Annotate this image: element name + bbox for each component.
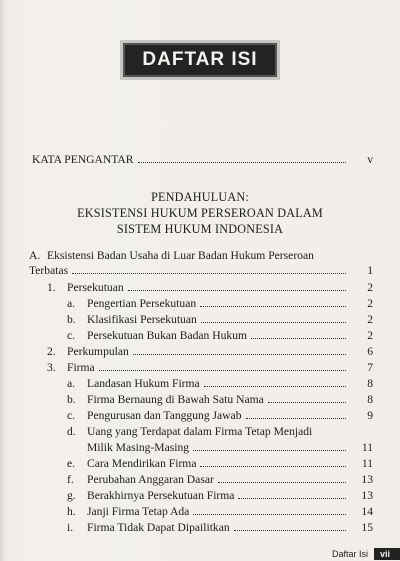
toc-entry[interactable] xyxy=(67,457,350,471)
footer-label: Daftar Isi xyxy=(331,549,368,559)
dot-leader xyxy=(200,465,346,467)
toc-label: KATA PENGANTAR xyxy=(32,153,134,166)
toc-marker: a. xyxy=(67,377,76,390)
section-marker: A. xyxy=(29,249,41,262)
dot-leader xyxy=(204,385,346,387)
toc-entry[interactable] xyxy=(67,377,350,391)
toc-label: Firma Bernaung di Bawah Satu Nama xyxy=(87,393,264,406)
toc-entry[interactable] xyxy=(47,345,350,359)
toc-entry-kata-pengantar[interactable] xyxy=(32,153,350,167)
toc-entry[interactable] xyxy=(47,281,350,295)
toc-entry-section-a[interactable] xyxy=(29,264,350,278)
toc-page-number: 13 xyxy=(361,473,373,486)
dot-leader xyxy=(193,513,346,515)
toc-marker: 3. xyxy=(47,361,56,374)
toc-label: Klasifikasi Persekutuan xyxy=(87,313,197,326)
toc-entry[interactable] xyxy=(47,361,350,375)
dot-leader xyxy=(238,497,346,499)
toc-label: Landasan Hukum Firma xyxy=(87,377,200,390)
toc-marker: g. xyxy=(67,489,76,502)
page-footer xyxy=(332,547,400,561)
dot-leader xyxy=(193,449,346,451)
toc-page-number: 2 xyxy=(367,297,373,310)
toc-entry[interactable] xyxy=(67,521,350,535)
toc-label: Perubahan Anggaran Dasar xyxy=(87,473,214,486)
toc-label: Persekutuan Bukan Badan Hukum xyxy=(87,329,248,342)
dot-leader xyxy=(133,353,346,355)
dot-leader xyxy=(128,289,346,291)
toc-entry[interactable] xyxy=(67,313,350,327)
toc-entry[interactable] xyxy=(67,489,350,503)
toc-label: Berakhirnya Persekutuan Firma xyxy=(87,489,235,502)
toc-page-number: 8 xyxy=(367,377,373,390)
toc-page-number: 2 xyxy=(367,281,373,294)
toc-label: Janji Firma Tetap Ada xyxy=(87,505,190,518)
toc-page-number: 11 xyxy=(361,457,373,470)
toc-label[interactable]: Uang yang Terdapat dalam Firma Tetap Menjadi xyxy=(87,425,313,438)
toc-marker: a. xyxy=(67,297,76,310)
title-banner xyxy=(123,43,277,77)
page-title: DAFTAR ISI xyxy=(142,49,258,70)
toc-page-number: 9 xyxy=(367,409,373,422)
toc-entry[interactable] xyxy=(67,393,350,407)
toc-marker: c. xyxy=(67,329,76,342)
toc-label: Perkumpulan xyxy=(67,345,129,358)
toc-page-number: 11 xyxy=(361,441,373,454)
dot-leader xyxy=(268,401,346,403)
toc-marker: b. xyxy=(67,393,76,406)
toc-page-number: 7 xyxy=(367,361,373,374)
dot-leader xyxy=(201,321,346,323)
toc-marker: e. xyxy=(67,457,76,470)
chapter-heading-line3: SISTEM HUKUM INDONESIA xyxy=(116,222,284,236)
dot-leader xyxy=(200,305,346,307)
toc-marker: 1. xyxy=(47,281,56,294)
toc-entry[interactable] xyxy=(67,297,350,311)
dot-leader xyxy=(99,369,346,371)
dot-leader xyxy=(138,161,346,163)
toc-label: Pengurusan dan Tanggung Jawab xyxy=(87,409,242,422)
toc-label: Persekutuan xyxy=(67,281,124,294)
toc-entry[interactable] xyxy=(67,473,350,487)
toc-page-number: 2 xyxy=(367,329,373,342)
chapter-heading-line1: PENDAHULUAN: xyxy=(151,190,249,204)
chapter-heading-line2: EKSISTENSI HUKUM PERSEROAN DALAM xyxy=(77,206,323,220)
toc-marker: h. xyxy=(67,505,76,518)
dot-leader xyxy=(72,272,346,274)
toc-entry[interactable] xyxy=(67,329,350,343)
toc-label-continued: Milik Masing-Masing xyxy=(87,441,190,454)
toc-entry[interactable] xyxy=(87,441,350,455)
toc-marker: d. xyxy=(67,425,76,438)
toc-page-number: 6 xyxy=(367,345,373,358)
toc-entry[interactable] xyxy=(67,409,350,423)
toc-label: Firma xyxy=(67,361,95,374)
dot-leader xyxy=(251,337,346,339)
toc-marker: i. xyxy=(67,521,74,534)
toc-label: Firma Tidak Dapat Dipailitkan xyxy=(87,521,230,534)
toc-label: Pengertian Persekutuan xyxy=(87,297,197,310)
toc-page-number: 2 xyxy=(367,313,373,326)
toc-marker: c. xyxy=(67,409,76,422)
toc-page-number: 1 xyxy=(367,264,373,277)
toc-marker: f. xyxy=(67,473,74,486)
section-title-line1[interactable]: Eksistensi Badan Usaha di Luar Badan Hukum Perseroan xyxy=(47,249,314,262)
toc-marker: b. xyxy=(67,313,76,326)
toc-page-number: 8 xyxy=(367,393,373,406)
toc-page-number: v xyxy=(367,153,373,166)
toc-page-number: 14 xyxy=(361,505,373,518)
dot-leader xyxy=(218,481,346,483)
section-title-line2: Terbatas xyxy=(29,264,69,277)
toc-page-number: 15 xyxy=(361,521,373,534)
toc-label: Cara Mendirikan Firma xyxy=(87,457,197,470)
toc-marker: 2. xyxy=(47,345,56,358)
dot-leader xyxy=(234,529,346,531)
dot-leader xyxy=(246,417,347,419)
footer-page-number: vii xyxy=(374,548,400,560)
toc-entry[interactable] xyxy=(67,505,350,519)
toc-page-number: 13 xyxy=(361,489,373,502)
